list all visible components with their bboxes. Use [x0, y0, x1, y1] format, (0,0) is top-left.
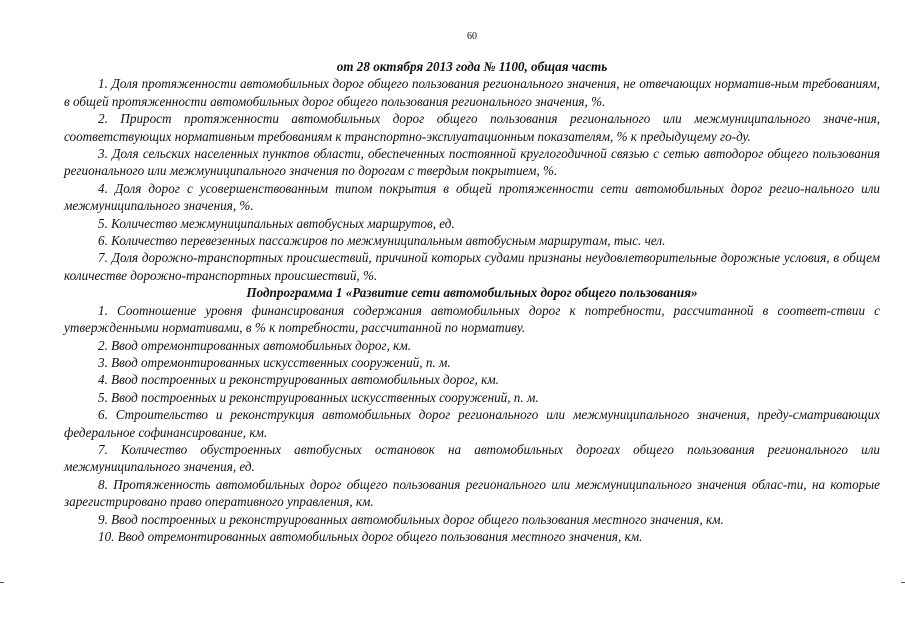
- paragraph: 4. Ввод построенных и реконструированных автомобильных дорог, км.: [98, 372, 499, 388]
- paragraph: 5. Ввод построенных и реконструированных искусственных сооружений, п. м.: [98, 389, 539, 405]
- paragraph: 3. Доля сельских населенных пунктов области, обеспеченных постоянной круглогодичной связью с сетью автодорог общего пользования регионального или межмуниципального значения по дорогам с твердым покрытием, %.: [64, 146, 880, 179]
- paragraph: 3. Ввод отремонтированных искусственных сооружений, п. м.: [98, 354, 451, 370]
- paragraph: 7. Количество обустроенных автобусных остановок на автомобильных дорогах общего пользования регионального или межмуниципального значения, ед.: [64, 441, 880, 475]
- paragraph: 9. Ввод построенных и реконструированных автомобильных дорог общего пользования местного значения, км.: [98, 511, 724, 527]
- document-page: [64, 0, 880, 640]
- paragraph: 4. Доля дорог с усовершенствованным типом покрытия в общей протяженности сети автомобильных дорог регио-нального или межмуниципального значения, %.: [64, 180, 880, 214]
- paragraph: 8. Протяженность автомобильных дорог общего пользования регионального или межмуниципального значения облас-ти, на которые зарегистрировано право оперативного управления, км.: [64, 476, 880, 510]
- page-number: 60: [467, 31, 477, 42]
- paragraph: 6. Строительство и реконструкция автомобильных дорог регионального или межмуниципального значения, преду-сматривающих федеральное софинансирование, км.: [64, 407, 880, 440]
- paragraph: 10. Ввод отремонтированных автомобильных дорог общего пользования местного значения, км.: [98, 528, 643, 544]
- subprogram-heading: Подпрограмма 1 «Развитие сети автомобильных дорог общего пользования»: [246, 285, 698, 301]
- paragraph: 2. Ввод отремонтированных автомобильных дорог, км.: [98, 337, 411, 353]
- paragraph: 2. Прирост протяженности автомобильных дорог общего пользования регионального или межмуниципального значе-ния, соответствующих нормативным требованиям к транспортно-эксплуатационным показателям, % к предыдущему го-ду.: [64, 111, 880, 144]
- document-body: [64, 58, 880, 545]
- paragraph: 1. Соотношение уровня финансирования содержания автомобильных дорог к потребности, рассчитанной в соответ-ствии с утвержденными нормативами, в % к потребности, рассчитанной по нормативу.: [64, 302, 880, 336]
- section-heading: от 28 октября 2013 года № 1100, общая часть: [336, 59, 608, 74]
- paragraph: 5. Количество межмуниципальных автобусных маршрутов, ед.: [98, 215, 455, 231]
- paragraph: 7. Доля дорожно-транспортных происшествий, причиной которых судами признаны неудовлетворительные дорожные условия, в общем количестве дорожно-транспортных происшествий, %.: [64, 250, 880, 283]
- scan-mark: [0, 582, 4, 583]
- paragraph: 6. Количество перевезенных пассажиров по межмуниципальным автобусным маршрутам, тыс. чел.: [98, 233, 666, 249]
- scan-mark: [901, 582, 905, 583]
- paragraph: 1. Доля протяженности автомобильных дорог общего пользования регионального значения, не отвечающих норматив-ным требованиям, в общей протяженности автомобильных дорог общего пользования регионального значения, %.: [64, 76, 880, 109]
